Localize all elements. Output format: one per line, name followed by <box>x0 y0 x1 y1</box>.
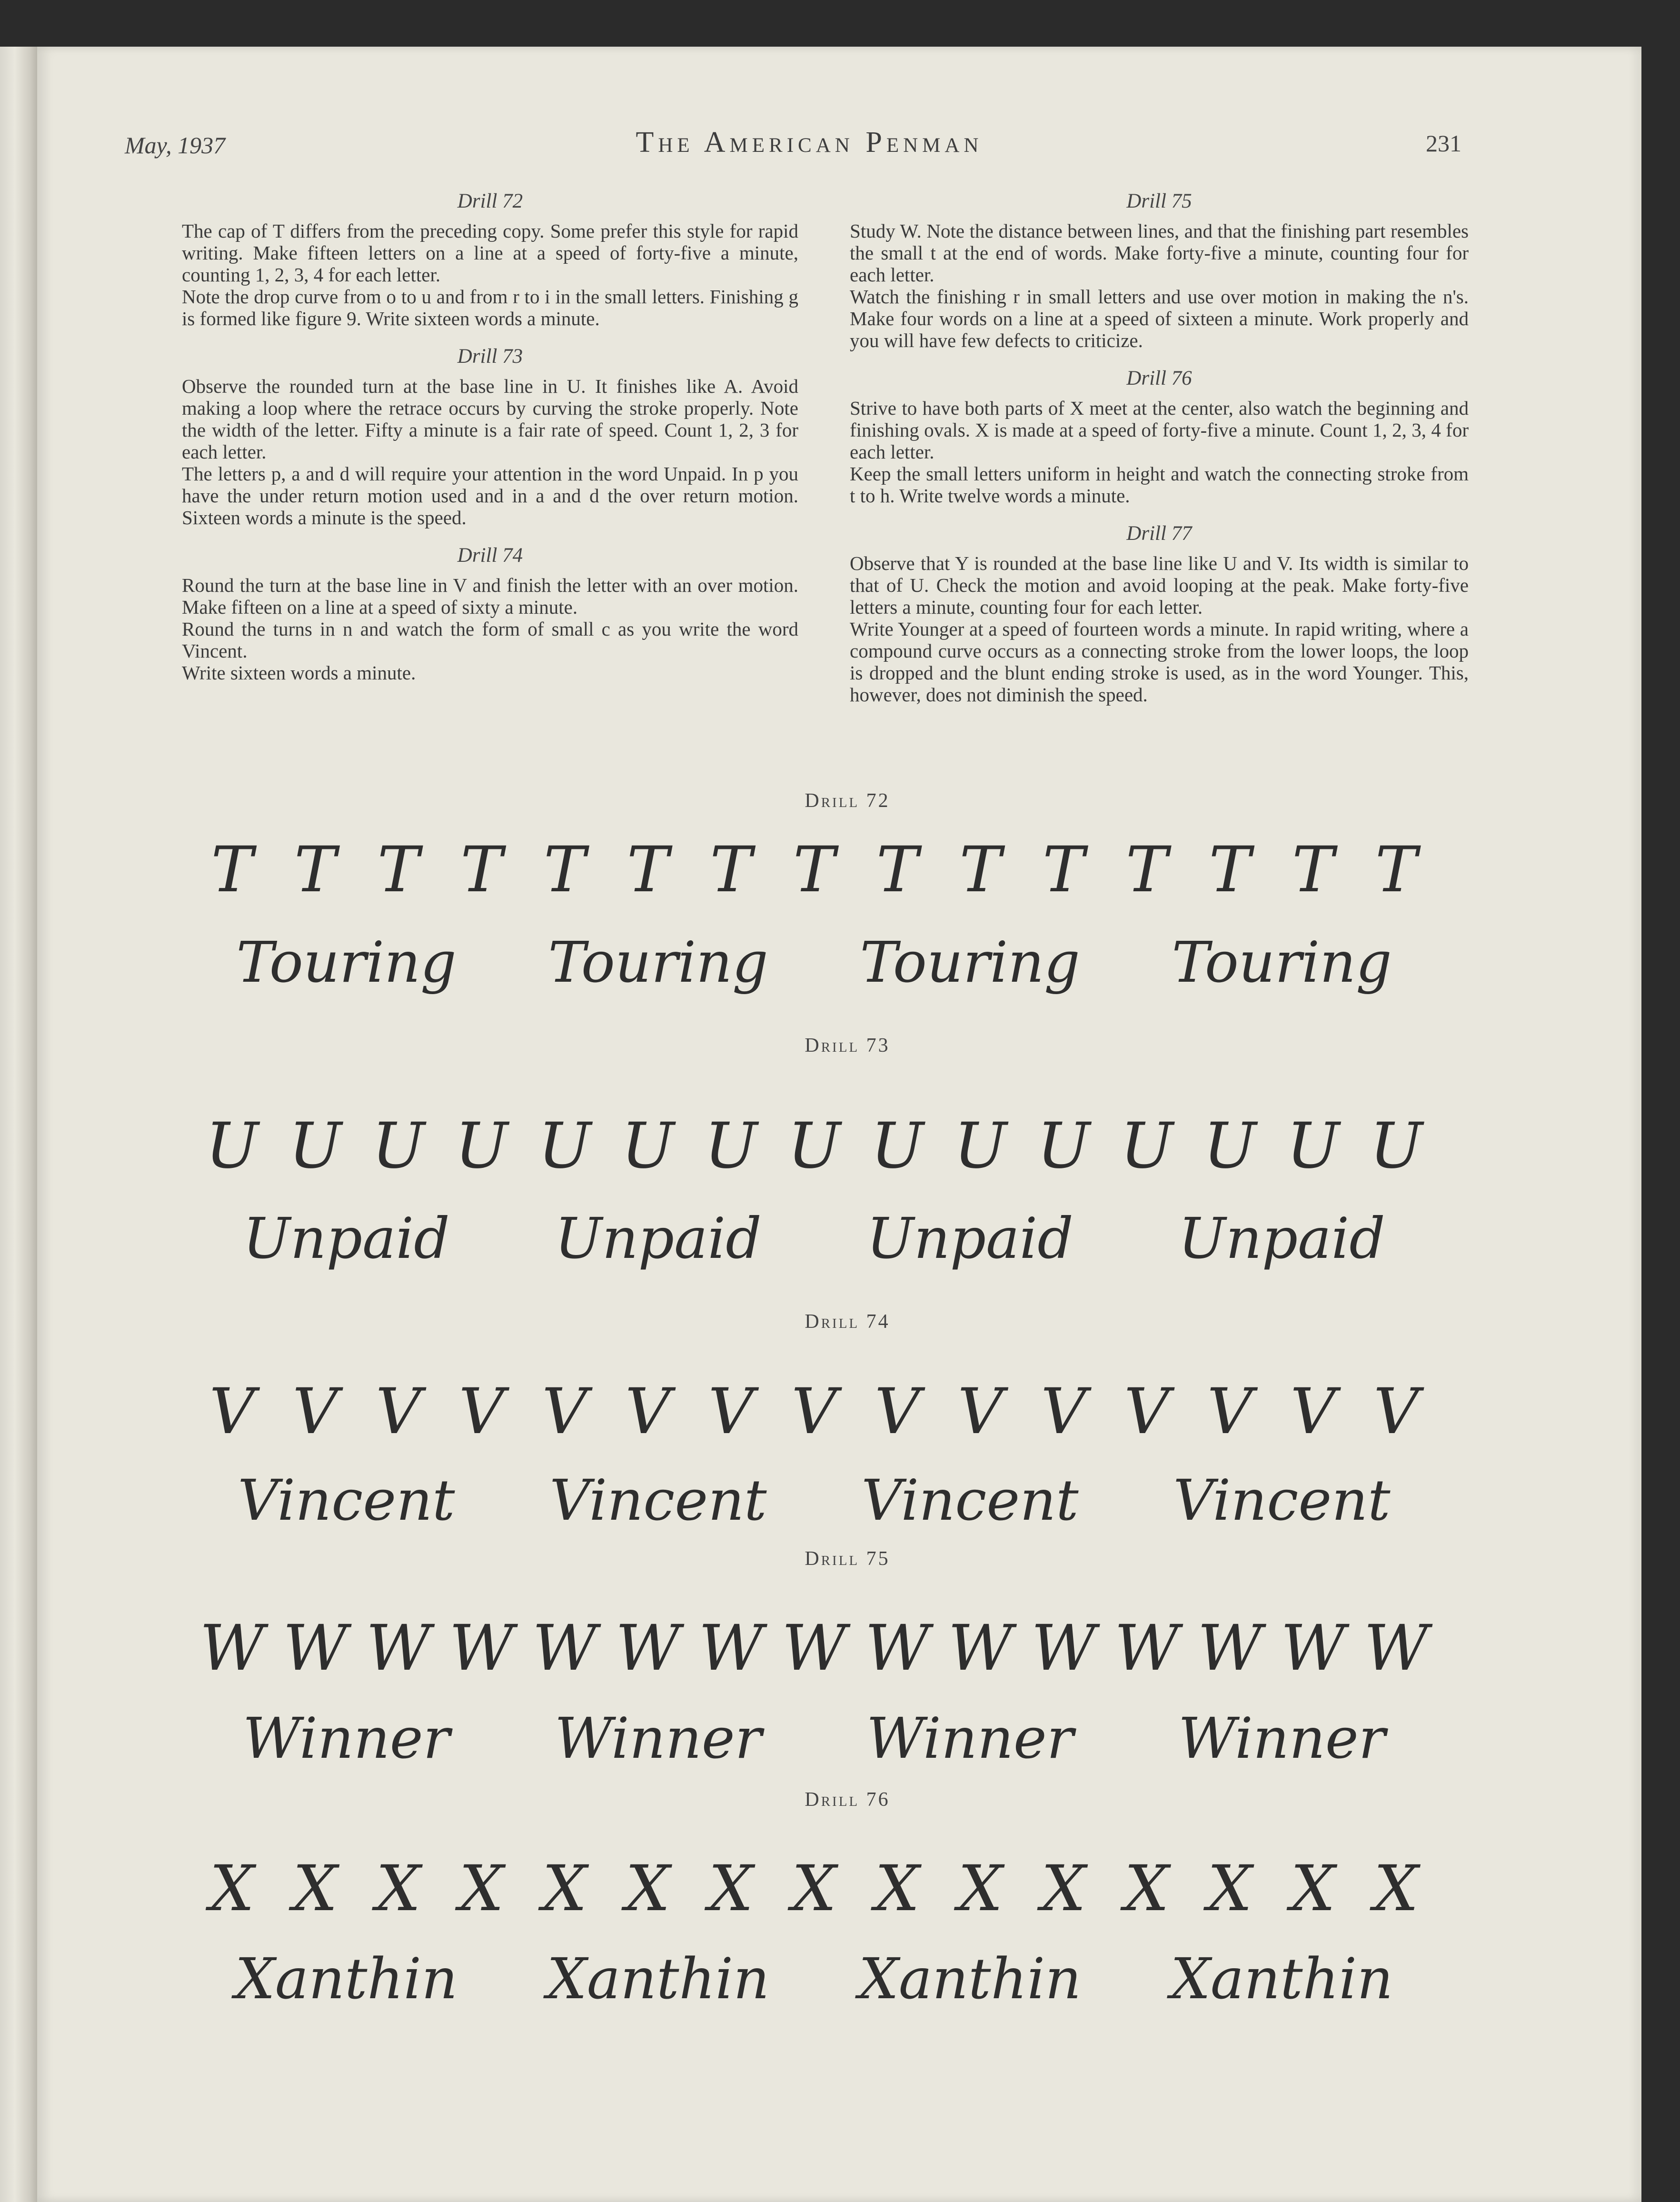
script-letter: T <box>543 833 586 907</box>
script-letter: V <box>708 1375 754 1448</box>
script-letter: W <box>532 1612 597 1685</box>
paragraph: Strive to have both parts of X meet at the center, also watch the beginning and finishing ovals. X is made at a speed of forty-five a minute. Count 1, 2, 3, 4 for each letter. <box>850 397 1469 463</box>
specimen-letters <box>190 833 1438 909</box>
specimen-words <box>190 1945 1438 2016</box>
script-letter: V <box>875 1375 920 1448</box>
script-letter: X <box>459 1852 504 1925</box>
script-letter: U <box>372 1109 425 1183</box>
script-word: Touring <box>1172 929 1392 995</box>
drill-75-text <box>850 190 1469 351</box>
script-word: Unpaid <box>243 1206 450 1271</box>
script-letter: V <box>791 1375 837 1448</box>
script-letter: V <box>1207 1375 1253 1448</box>
script-letter: U <box>1120 1109 1173 1183</box>
script-word: Touring <box>860 929 1080 995</box>
script-word: Touring <box>548 929 768 995</box>
drill-heading: Drill 76 <box>1126 367 1192 389</box>
drill-heading: Drill 73 <box>457 345 523 368</box>
script-word: Unpaid <box>555 1206 762 1271</box>
drill-72-text <box>182 190 798 329</box>
specimen-words <box>190 928 1438 1000</box>
paragraph: Round the turn at the base line in V and finish the letter with an over motion. Make fifteen on a line at a speed of sixty a minute. <box>182 574 798 618</box>
script-letter: V <box>625 1375 671 1448</box>
script-letter: X <box>1124 1852 1169 1925</box>
specimen-letters <box>190 1612 1438 1688</box>
script-word: Touring <box>236 929 457 995</box>
script-word: Winner <box>866 1705 1074 1771</box>
script-word: Unpaid <box>1178 1206 1385 1271</box>
script-letter: V <box>292 1375 338 1448</box>
script-letter: X <box>542 1852 587 1925</box>
specimen-words <box>190 1466 1438 1538</box>
script-letter: T <box>1375 833 1417 907</box>
script-letter: U <box>954 1109 1007 1183</box>
script-letter: T <box>1042 833 1085 907</box>
script-word: Xanthin <box>858 1946 1082 2012</box>
header-title: The American Penman <box>636 126 983 159</box>
script-letter: U <box>871 1109 924 1183</box>
script-letter: T <box>626 833 669 907</box>
specimen-letters <box>190 1375 1438 1451</box>
script-word: Xanthin <box>235 1946 458 2012</box>
script-letter: T <box>294 833 337 907</box>
script-letter: U <box>1037 1109 1090 1183</box>
script-letter: U <box>1286 1109 1340 1183</box>
script-letter: T <box>876 833 918 907</box>
script-letter: V <box>1041 1375 1086 1448</box>
script-letter: T <box>460 833 503 907</box>
script-letter: W <box>1031 1612 1096 1685</box>
script-letter: W <box>1114 1612 1179 1685</box>
script-word: Winner <box>242 1705 450 1771</box>
script-letter: W <box>1197 1612 1262 1685</box>
right-column <box>850 190 1469 722</box>
specimen-words <box>190 1704 1438 1776</box>
drill-74-text <box>182 545 798 684</box>
script-letter: U <box>621 1109 675 1183</box>
script-letter: T <box>377 833 419 907</box>
script-letter: W <box>782 1612 846 1685</box>
drill-77-text <box>850 523 1469 706</box>
script-letter: X <box>209 1852 255 1925</box>
script-letter: U <box>1203 1109 1256 1183</box>
paragraph: Observe the rounded turn at the base line in U. It finishes like A. Avoid making a loop where the retrace occurs by curving the stroke properly. Note the width of the letter. Fifty a minute is a fair rate of speed. Count 1, 2, 3 for each letter. <box>182 375 798 463</box>
script-letter: V <box>1124 1375 1170 1448</box>
script-letter: V <box>376 1375 421 1448</box>
script-letter: W <box>865 1612 930 1685</box>
page-number: 231 <box>1426 130 1461 157</box>
script-letter: U <box>704 1109 757 1183</box>
script-letter: U <box>288 1109 342 1183</box>
specimen-letters <box>190 1109 1438 1186</box>
script-letter: W <box>698 1612 764 1685</box>
script-letter: X <box>1291 1852 1335 1925</box>
script-letter: U <box>787 1109 841 1183</box>
script-letter: X <box>792 1852 836 1925</box>
script-letter: V <box>458 1375 504 1448</box>
script-word: Winner <box>1178 1705 1386 1771</box>
drill-heading: Drill 77 <box>1126 522 1192 545</box>
specimen-label: Drill 73 <box>805 1035 890 1056</box>
script-letter: W <box>283 1612 348 1685</box>
script-letter: X <box>376 1852 421 1925</box>
paragraph: The cap of T differs from the preceding copy. Some prefer this style for rapid writing. Make fifteen letters on a line at a speed of forty-five a minute, counting 1, 2, 3, 4 for each letter. <box>182 220 798 286</box>
specimen-words <box>190 1205 1438 1276</box>
script-letter: W <box>366 1612 431 1685</box>
script-letter: W <box>199 1612 265 1685</box>
script-word: Xanthin <box>547 1946 770 2012</box>
script-letter: V <box>1373 1375 1419 1448</box>
left-column <box>182 190 798 700</box>
script-letter: W <box>1281 1612 1345 1685</box>
script-letter: X <box>293 1852 338 1925</box>
script-letter: X <box>1207 1852 1253 1925</box>
specimen-label: Drill 76 <box>805 1789 890 1811</box>
specimen-label: Drill 72 <box>805 790 890 812</box>
paragraph: Write Younger at a speed of fourteen words a minute. In rapid writing, where a compound curve occurs as a connecting stroke from the lower loops, the loop is dropped and the blunt ending stroke is used, as in the word Younger. This, however, does not diminish the speed. <box>850 618 1469 706</box>
script-letter: V <box>209 1375 255 1448</box>
script-word: Vincent <box>238 1467 455 1533</box>
page-edge <box>1641 47 1680 2202</box>
script-letter: V <box>957 1375 1003 1448</box>
script-letter: T <box>710 833 752 907</box>
paragraph: The letters p, a and d will require your attention in the word Unpaid. In p you have the under return motion used and in a and d the over return motion. Sixteen words a minute is the speed. <box>182 463 798 528</box>
specimen-label: Drill 75 <box>805 1548 890 1570</box>
script-letter: U <box>1370 1109 1423 1183</box>
specimen-letters <box>190 1852 1438 1928</box>
script-letter: T <box>1209 833 1251 907</box>
paragraph: Write sixteen words a minute. <box>182 662 416 684</box>
script-letter: T <box>793 833 835 907</box>
script-letter: T <box>959 833 1002 907</box>
script-letter: X <box>958 1852 1003 1925</box>
script-letter: X <box>1373 1852 1419 1925</box>
paragraph: Round the turns in n and watch the form of small c as you write the word Vincent. <box>182 618 798 662</box>
script-word: Winner <box>554 1705 762 1771</box>
script-letter: W <box>449 1612 514 1685</box>
script-letter: X <box>875 1852 920 1925</box>
script-letter: V <box>542 1375 587 1448</box>
drill-heading: Drill 74 <box>457 544 523 567</box>
script-word: Unpaid <box>866 1206 1074 1271</box>
script-letter: T <box>1125 833 1168 907</box>
script-word: Vincent <box>1173 1467 1391 1533</box>
specimen-label: Drill 74 <box>805 1311 890 1333</box>
drill-73-text <box>182 346 798 528</box>
script-word: Vincent <box>549 1467 767 1533</box>
script-word: Vincent <box>861 1467 1079 1533</box>
script-letter: W <box>1363 1612 1429 1685</box>
script-letter: U <box>538 1109 591 1183</box>
paragraph: Observe that Y is rounded at the base line like U and V. Its width is similar to that of U. Check the motion and avoid looping at the peak. Make forty-five letters a minute, counting four for each letter. <box>850 552 1469 618</box>
paragraph: Watch the finishing r in small letters and use over motion in making the n's. Make four words on a line at a speed of sixteen a minute. Work properly and you will have few defects to criticize. <box>850 286 1469 351</box>
paragraph: Study W. Note the distance between lines, and that the finishing part resembles the small t at the end of words. Make forty-five a minute, counting four for each letter. <box>850 220 1469 286</box>
script-letter: W <box>948 1612 1013 1685</box>
script-letter: U <box>205 1109 258 1183</box>
script-letter: X <box>625 1852 670 1925</box>
script-word: Xanthin <box>1170 1946 1393 2012</box>
drill-76-text <box>850 368 1469 507</box>
paragraph: Keep the small letters uniform in height and watch the connecting stroke from t to h. Write twelve words a minute. <box>850 463 1469 507</box>
script-letter: T <box>1292 833 1334 907</box>
drill-heading: Drill 72 <box>457 190 523 212</box>
header-date: May, 1937 <box>125 132 226 159</box>
book-spine-shadow <box>0 47 37 2202</box>
script-letter: X <box>1041 1852 1086 1925</box>
script-letter: T <box>211 833 253 907</box>
script-letter: X <box>708 1852 754 1925</box>
paragraph: Note the drop curve from o to u and from r to i in the small letters. Finishing g is formed like figure 9. Write sixteen words a minute. <box>182 286 798 329</box>
script-letter: V <box>1290 1375 1336 1448</box>
drill-heading: Drill 75 <box>1126 190 1192 212</box>
script-letter: W <box>615 1612 680 1685</box>
script-letter: U <box>455 1109 508 1183</box>
